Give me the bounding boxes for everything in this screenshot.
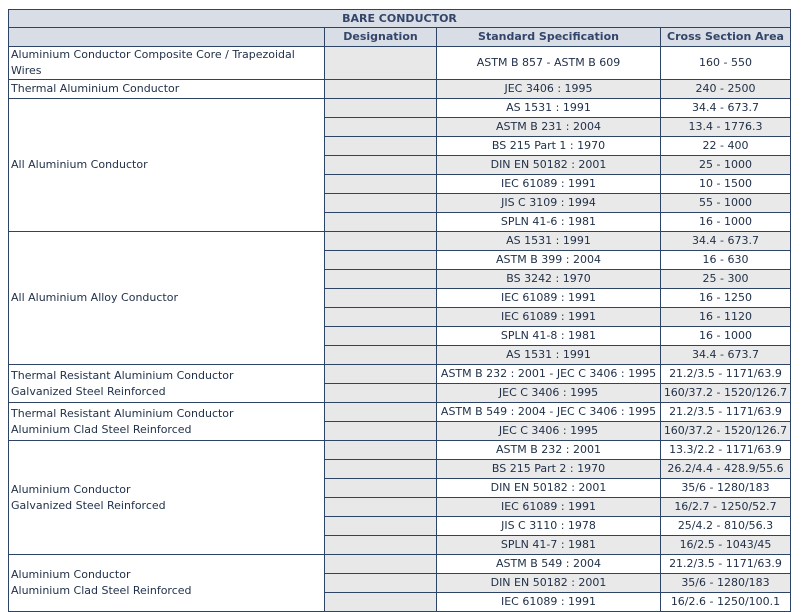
- cross-section-area-cell: 160 - 550: [661, 47, 791, 80]
- standard-specification-cell: AS 1531 : 1991: [437, 346, 661, 365]
- bare-conductor-table: [8, 9, 791, 612]
- designation-cell: [325, 403, 437, 422]
- standard-specification-cell: JIS C 3109 : 1994: [437, 194, 661, 213]
- designation-cell: [325, 156, 437, 175]
- designation-cell: [325, 593, 437, 612]
- cross-section-area-cell: 16/2.6 - 1250/100.1: [661, 593, 791, 612]
- cross-section-area-cell: 22 - 400: [661, 137, 791, 156]
- standard-specification-cell: ASTM B 232 : 2001: [437, 441, 661, 460]
- conductor-name: [9, 99, 325, 232]
- cross-section-area-cell: 21.2/3.5 - 1171/63.9: [661, 555, 791, 574]
- designation-cell: [325, 517, 437, 536]
- cross-section-area-cell: 16 - 1250: [661, 289, 791, 308]
- cross-section-area-cell: 25 - 300: [661, 270, 791, 289]
- standard-specification-cell: AS 1531 : 1991: [437, 232, 661, 251]
- standard-specification-cell: ASTM B 549 : 2004 - JEC C 3406 : 1995: [437, 403, 661, 422]
- designation-cell: [325, 498, 437, 517]
- cross-section-area-cell: 25 - 1000: [661, 156, 791, 175]
- designation-cell: [325, 80, 437, 99]
- standard-specification-cell: JEC 3406 : 1995: [437, 80, 661, 99]
- standard-specification-cell: BS 215 Part 2 : 1970: [437, 460, 661, 479]
- designation-cell: [325, 555, 437, 574]
- standard-specification-cell: AS 1531 : 1991: [437, 99, 661, 118]
- standard-specification-cell: JIS C 3110 : 1978: [437, 517, 661, 536]
- designation-cell: [325, 270, 437, 289]
- standard-specification-cell: IEC 61089 : 1991: [437, 593, 661, 612]
- conductor-name-line: Aluminium Clad Steel Reinforced: [11, 584, 192, 597]
- conductor-name-line: Galvanized Steel Reinforced: [11, 498, 166, 512]
- designation-cell: [325, 384, 437, 403]
- conductor-name-line: Aluminium Conductor Composite Core / Trapezoidal Wires: [11, 48, 295, 77]
- standard-specification-cell: ASTM B 399 : 2004: [437, 251, 661, 270]
- conductor-name-line: All Aluminium Conductor: [11, 158, 148, 171]
- conductor-name-line: Galvanized Steel Reinforced: [11, 384, 166, 398]
- cross-section-area-cell: 35/6 - 1280/183: [661, 479, 791, 498]
- table-row: [9, 99, 791, 118]
- standard-specification-cell: JEC C 3406 : 1995: [437, 422, 661, 441]
- table-row: [9, 47, 791, 80]
- designation-cell: [325, 213, 437, 232]
- designation-cell: [325, 137, 437, 156]
- cross-section-area-cell: 16 - 1000: [661, 213, 791, 232]
- standard-specification-cell: ASTM B 549 : 2004: [437, 555, 661, 574]
- conductor-name: [9, 365, 325, 403]
- header-standard-specification: Standard Specification: [437, 28, 661, 47]
- cross-section-area-cell: 16/2.7 - 1250/52.7: [661, 498, 791, 517]
- conductor-name: [9, 232, 325, 365]
- cross-section-area-cell: 55 - 1000: [661, 194, 791, 213]
- cross-section-area-cell: 16 - 630: [661, 251, 791, 270]
- cross-section-area-cell: 13.3/2.2 - 1171/63.9: [661, 441, 791, 460]
- standard-specification-cell: IEC 61089 : 1991: [437, 175, 661, 194]
- cross-section-area-cell: 25/4.2 - 810/56.3: [661, 517, 791, 536]
- cross-section-area-cell: 34.4 - 673.7: [661, 346, 791, 365]
- standard-specification-cell: SPLN 41-6 : 1981: [437, 213, 661, 232]
- standard-specification-cell: SPLN 41-8 : 1981: [437, 327, 661, 346]
- standard-specification-cell: ASTM B 232 : 2001 - JEC C 3406 : 1995: [437, 365, 661, 384]
- conductor-name-line: Thermal Resistant Aluminium Conductor: [11, 368, 234, 382]
- standard-specification-cell: ASTM B 231 : 2004: [437, 118, 661, 137]
- designation-cell: [325, 251, 437, 270]
- standard-specification-cell: DIN EN 50182 : 2001: [437, 574, 661, 593]
- designation-cell: [325, 194, 437, 213]
- cross-section-area-cell: 34.4 - 673.7: [661, 99, 791, 118]
- table-row: [9, 441, 791, 460]
- header-cross-section-area: Cross Section Area: [661, 28, 791, 47]
- table-row: [9, 80, 791, 99]
- conductor-name: [9, 441, 325, 555]
- cross-section-area-cell: 21.2/3.5 - 1171/63.9: [661, 403, 791, 422]
- designation-cell: [325, 422, 437, 441]
- cross-section-area-cell: 10 - 1500: [661, 175, 791, 194]
- designation-cell: [325, 99, 437, 118]
- designation-cell: [325, 175, 437, 194]
- cross-section-area-cell: 160/37.2 - 1520/126.7: [661, 422, 791, 441]
- designation-cell: [325, 47, 437, 80]
- standard-specification-cell: DIN EN 50182 : 2001: [437, 479, 661, 498]
- header-conductor: [9, 28, 325, 47]
- conductor-name: [9, 555, 325, 612]
- designation-cell: [325, 308, 437, 327]
- conductor-name: [9, 47, 325, 80]
- cross-section-area-cell: 13.4 - 1776.3: [661, 118, 791, 137]
- standard-specification-cell: IEC 61089 : 1991: [437, 498, 661, 517]
- designation-cell: [325, 118, 437, 137]
- conductor-name-line: Thermal Resistant Aluminium Conductor: [11, 406, 234, 420]
- designation-cell: [325, 479, 437, 498]
- table-body: [9, 47, 791, 612]
- table-row: [9, 232, 791, 251]
- header-designation: Designation: [325, 28, 437, 47]
- designation-cell: [325, 346, 437, 365]
- standard-specification-cell: BS 3242 : 1970: [437, 270, 661, 289]
- table-row: [9, 365, 791, 384]
- cross-section-area-cell: 34.4 - 673.7: [661, 232, 791, 251]
- table-title: BARE CONDUCTOR: [9, 10, 791, 28]
- conductor-name: [9, 80, 325, 99]
- cross-section-area-cell: 35/6 - 1280/183: [661, 574, 791, 593]
- standard-specification-cell: IEC 61089 : 1991: [437, 289, 661, 308]
- designation-cell: [325, 441, 437, 460]
- cross-section-area-cell: 240 - 2500: [661, 80, 791, 99]
- standard-specification-cell: JEC C 3406 : 1995: [437, 384, 661, 403]
- standard-specification-cell: DIN EN 50182 : 2001: [437, 156, 661, 175]
- designation-cell: [325, 327, 437, 346]
- table-row: [9, 403, 791, 422]
- conductor-name-line: All Aluminium Alloy Conductor: [11, 291, 178, 304]
- cross-section-area-cell: 26.2/4.4 - 428.9/55.6: [661, 460, 791, 479]
- cross-section-area-cell: 16/2.5 - 1043/45: [661, 536, 791, 555]
- table-row: [9, 555, 791, 574]
- designation-cell: [325, 536, 437, 555]
- cross-section-area-cell: 21.2/3.5 - 1171/63.9: [661, 365, 791, 384]
- standard-specification-cell: ASTM B 857 - ASTM B 609: [437, 47, 661, 80]
- cross-section-area-cell: 160/37.2 - 1520/126.7: [661, 384, 791, 403]
- standard-specification-cell: IEC 61089 : 1991: [437, 308, 661, 327]
- standard-specification-cell: BS 215 Part 1 : 1970: [437, 137, 661, 156]
- designation-cell: [325, 365, 437, 384]
- standard-specification-cell: SPLN 41-7 : 1981: [437, 536, 661, 555]
- designation-cell: [325, 232, 437, 251]
- conductor-name-line: Aluminium Clad Steel Reinforced: [11, 422, 192, 436]
- conductor-name-line: Aluminium Conductor: [11, 568, 131, 581]
- conductor-name-line: Thermal Aluminium Conductor: [11, 82, 180, 95]
- cross-section-area-cell: 16 - 1120: [661, 308, 791, 327]
- cross-section-area-cell: 16 - 1000: [661, 327, 791, 346]
- designation-cell: [325, 460, 437, 479]
- designation-cell: [325, 574, 437, 593]
- designation-cell: [325, 289, 437, 308]
- conductor-name-line: Aluminium Conductor: [11, 482, 131, 496]
- conductor-name: [9, 403, 325, 441]
